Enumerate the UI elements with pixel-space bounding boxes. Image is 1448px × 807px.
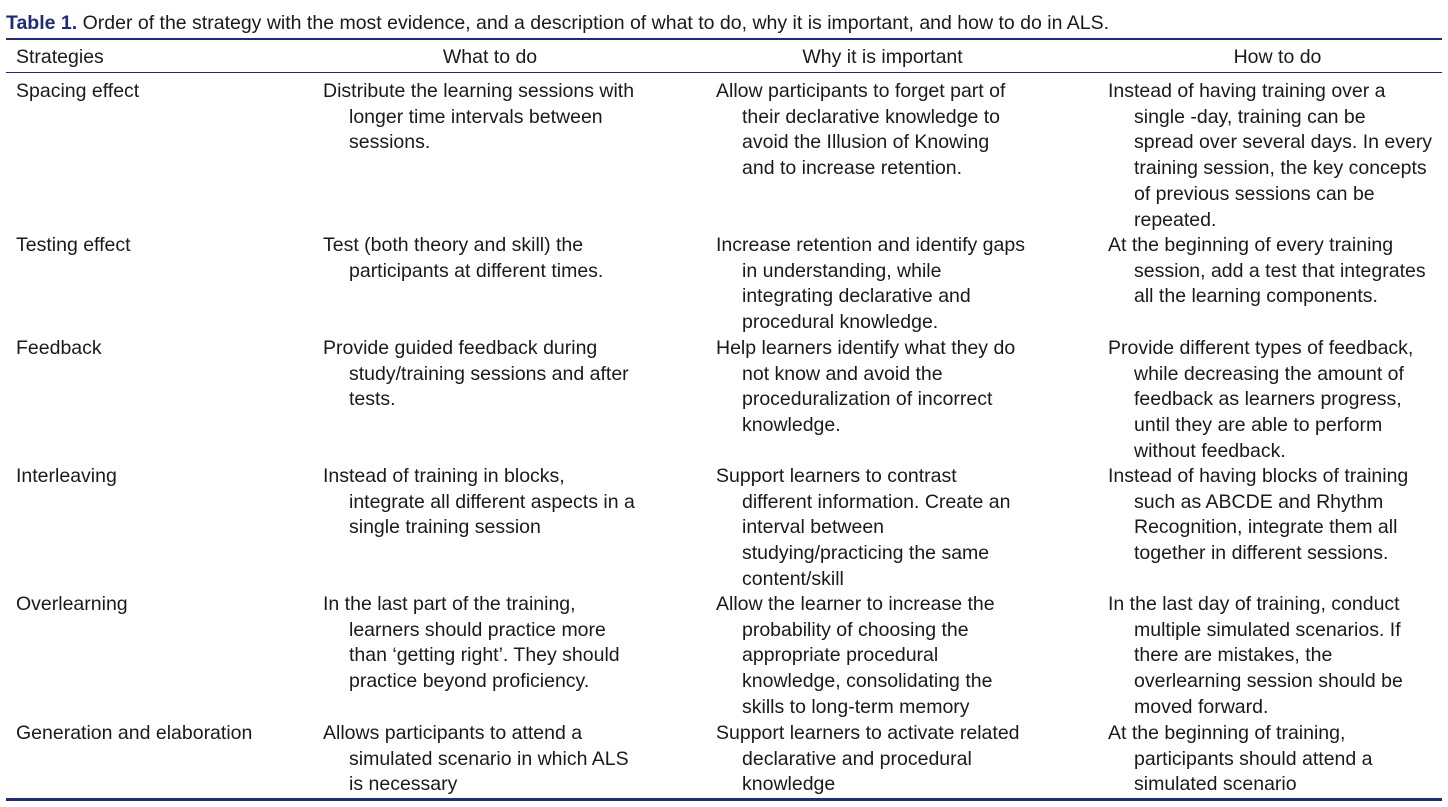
cell-line: probability of choosing the (742, 618, 969, 641)
how-cell (1108, 79, 1432, 233)
what-cell (323, 336, 629, 413)
cell-line: proceduralization of incorrect (742, 388, 993, 411)
cell-line: Recognition, integrate them all (1134, 516, 1398, 539)
strategy-name: Overlearning (16, 593, 128, 615)
how-cell (1108, 464, 1408, 567)
cell-line: Test (both theory and skill) the (323, 234, 584, 256)
cell-line: simulated scenario (1134, 773, 1297, 796)
cell-line: Instead of having blocks of training (1108, 465, 1409, 487)
cell-line: declarative and procedural (742, 747, 972, 770)
strategy-cell (16, 464, 117, 490)
cell-line: single training session (349, 516, 541, 539)
why-cell (716, 464, 1010, 593)
cell-line: overlearning session should be (1134, 670, 1403, 693)
cell-line: At the beginning of training, (1108, 722, 1346, 744)
cell-line: Allow participants to forget part of (716, 80, 1006, 102)
table-caption-text: Order of the strategy with the most evidence, and a description of what to do, why it is important, and how to do in ALS. (77, 12, 1110, 34)
cell-line: until they are able to perform (1134, 414, 1383, 437)
cell-line: Allow the learner to increase the (716, 593, 995, 615)
cell-line: repeated. (1134, 208, 1217, 231)
cell-line: tests. (349, 388, 396, 411)
cell-line: in understanding, while (742, 259, 942, 282)
strategy-cell (16, 592, 128, 618)
strategy-name: Generation and elaboration (16, 722, 253, 744)
cell-line: knowledge, consolidating the (742, 670, 993, 693)
strategy-name: Testing effect (16, 234, 131, 256)
cell-line: integrate all different aspects in a (349, 490, 635, 513)
strategy-cell (16, 79, 139, 105)
cell-line: not know and avoid the (742, 362, 943, 385)
cell-line: Provide guided feedback during (323, 337, 598, 359)
cell-line: integrating declarative and (742, 285, 971, 308)
how-cell (1108, 592, 1403, 721)
why-cell (716, 336, 1015, 439)
cell-line: sessions. (349, 131, 431, 154)
cell-line: knowledge. (742, 414, 841, 437)
strategy-name: Interleaving (16, 465, 117, 487)
cell-line: there are mistakes, the (1134, 644, 1333, 667)
cell-line: session, add a test that integrates (1134, 259, 1426, 282)
cell-line: content/skill (742, 567, 844, 590)
cell-line: Provide different types of feedback, (1108, 337, 1414, 359)
cell-line: of previous sessions can be (1134, 182, 1375, 205)
strategy-cell (16, 721, 252, 747)
cell-line: learners should practice more (349, 618, 606, 641)
cell-line: Instead of having training over a (1108, 80, 1386, 102)
why-cell (716, 592, 995, 721)
cell-line: such as ABCDE and Rhythm (1134, 490, 1384, 513)
what-cell (323, 721, 629, 798)
cell-line: Support learners to contrast (716, 465, 957, 487)
cell-line: At the beginning of every training (1108, 234, 1394, 256)
cell-line: Allows participants to attend a (323, 722, 583, 744)
table-bottom-rule (6, 798, 1442, 801)
strategy-cell (16, 336, 102, 362)
why-cell (716, 721, 1020, 798)
why-cell (716, 79, 1005, 182)
cell-line: Help learners identify what they do (716, 337, 1016, 359)
cell-line: without feedback. (1134, 439, 1286, 462)
how-cell (1108, 233, 1426, 310)
header-what-to-do: What to do (442, 46, 538, 68)
cell-line: training session, the key concepts (1134, 157, 1427, 180)
strategy-name: Spacing effect (16, 80, 140, 102)
cell-line: Distribute the learning sessions with (323, 80, 635, 102)
cell-line: together in different sessions. (1134, 542, 1389, 565)
how-cell (1108, 336, 1413, 465)
cell-line: In the last day of training, conduct (1108, 593, 1400, 615)
cell-line: practice beyond proficiency. (349, 670, 590, 693)
why-cell (716, 233, 1025, 336)
cell-line: appropriate procedural (742, 644, 939, 667)
cell-line: participants at different times. (349, 259, 604, 282)
strategy-cell (16, 233, 131, 259)
cell-line: spread over several days. In every (1134, 131, 1433, 154)
what-cell (323, 592, 620, 695)
cell-line: Increase retention and identify gaps (716, 234, 1025, 256)
cell-line: skills to long-term memory (742, 695, 970, 718)
cell-line: avoid the Illusion of Knowing (742, 131, 990, 154)
cell-line: feedback as learners progress, (1134, 388, 1402, 411)
cell-line: participants should attend a (1134, 747, 1373, 770)
cell-line: different information. Create an (742, 490, 1011, 513)
strategy-name: Feedback (16, 337, 102, 359)
cell-line: their declarative knowledge to (742, 105, 1000, 128)
cell-line: single -day, training can be (1134, 105, 1366, 128)
cell-line: procedural knowledge. (742, 311, 939, 334)
cell-line: multiple simulated scenarios. If (1134, 618, 1401, 641)
what-cell (323, 464, 635, 541)
how-cell (1108, 721, 1373, 798)
cell-line: and to increase retention. (742, 157, 963, 180)
cell-line: Instead of training in blocks, (323, 465, 565, 487)
cell-line: interval between (742, 516, 885, 539)
cell-line: than ‘getting right’. They should (349, 644, 620, 667)
cell-line: In the last part of the training, (323, 593, 576, 615)
cell-line: is necessary (349, 773, 458, 796)
cell-line: Support learners to activate related (716, 722, 1020, 744)
header-strategies: Strategies (16, 46, 104, 68)
cell-line: study/training sessions and after (349, 362, 629, 385)
table-label: Table 1. (6, 12, 78, 34)
header-how-to-do: How to do (1233, 46, 1322, 68)
what-cell (323, 79, 634, 156)
cell-line: moved forward. (1134, 695, 1269, 718)
header-why-important: Why it is important (802, 46, 963, 68)
cell-line: knowledge (742, 773, 836, 796)
cell-line: while decreasing the amount of (1134, 362, 1404, 385)
cell-line: all the learning components. (1134, 285, 1378, 308)
cell-line: studying/practicing the same (742, 542, 990, 565)
cell-line: longer time intervals between (349, 105, 603, 128)
cell-line: simulated scenario in which ALS (349, 747, 629, 770)
what-cell (323, 233, 603, 284)
